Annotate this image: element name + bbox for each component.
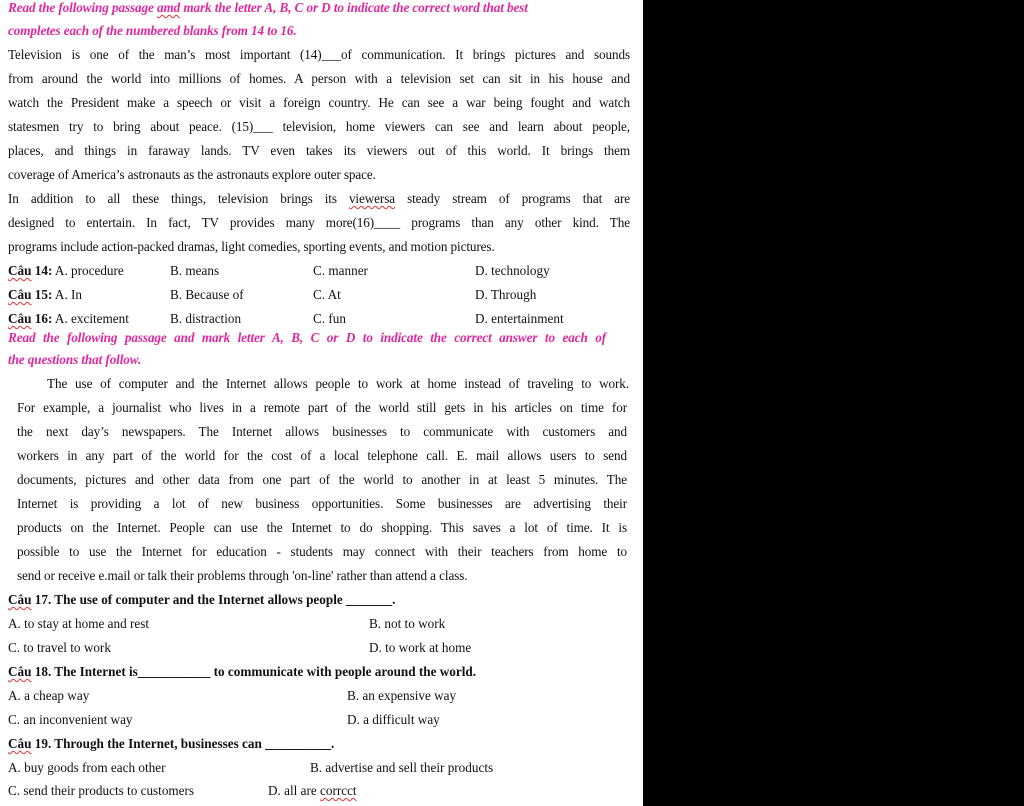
option-d[interactable]: D. technology [475,263,550,278]
instruction-text: Read the following passage [8,0,157,15]
section2-instruction-line2: the questions that follow. [8,352,142,367]
cau-label: Câu [8,736,32,751]
option-d[interactable]: D. to work at home [369,640,472,655]
cau-label: Câu [8,592,32,607]
option-d[interactable]: D. Through [475,287,537,302]
stem-text: 17. The use of computer and the Internet allows people _______. [31,592,396,607]
passage-line: from around the world into millions of homes. A person with a television set can sit in his house and [8,71,630,86]
section2-instruction: Read the following passage and mark letter A, B, C or D to indicate the correct answer to each of [8,330,606,345]
option-b[interactable]: B. not to work [369,616,446,631]
option-b[interactable]: B. means [170,263,220,278]
option-d[interactable] [268,783,357,799]
option-a[interactable]: A. excitement [54,311,129,326]
option-d[interactable]: D. a difficult way [347,712,440,727]
question-stem [8,664,476,680]
passage-line: the next day’s newspapers. The Internet allows businesses to communicate with customers and [17,424,627,439]
misspelled-word: amd [156,0,181,15]
passage-text: In addition to all these things, television brings its [8,191,349,206]
stem-text: 19. Through the Internet, businesses can __________. [31,736,335,751]
option-c[interactable]: C. fun [313,311,346,326]
section1-instruction-line2: completes each of the numbered blanks from 14 to 16. [8,23,297,38]
option-d-text: D. all are [268,783,320,798]
option-a[interactable]: A. In [54,287,83,302]
option-c[interactable]: C. manner [313,263,368,278]
option-b[interactable]: B. distraction [170,311,242,326]
option-b[interactable]: B. an expensive way [347,688,457,703]
passage-line: possible to use the Internet for education - students may connect with their teachers from home to [17,544,627,559]
passage-line: documents, pictures and other data from one part of the world to another in at least 5 minutes. The [17,472,627,487]
option-c[interactable]: C. send their products to customers [8,783,195,798]
option-c[interactable]: C. to travel to work [8,640,111,655]
option-a[interactable]: A. to stay at home and rest [8,616,149,631]
question-number: 15: [31,287,53,302]
question-number: 14: [31,263,53,278]
passage-line: watch the President make a speech or visit a foreign country. He can see a war being fought and watch [8,95,630,110]
question-label [8,263,124,279]
passage-line [8,191,630,207]
cau-label: Câu [8,664,32,679]
question-stem [8,592,395,608]
passage-text: steady stream of programs that are [395,191,630,206]
option-d[interactable]: D. entertainment [475,311,564,326]
stem-text: 18. The Internet is___________ to communicate with people around the world. [31,664,477,679]
cau-label: Câu [8,311,32,326]
cau-label: Câu [8,287,32,302]
option-b[interactable]: B. Because of [170,287,244,302]
question-label [8,287,82,303]
passage-line: Internet is providing a lot of new business opportunities. Some businesses are advertising their [17,496,627,511]
section1-instruction [8,0,528,16]
passage-line: statesmen try to bring about peace. (15)___ television, home viewers can see and learn about people, [8,119,630,134]
option-a[interactable]: A. a cheap way [8,688,90,703]
passage-line: places, and things in faraway lands. TV even takes its viewers out of this world. It brings them [8,143,630,158]
passage-line: The use of computer and the Internet allows people to work at home instead of traveling to work. [47,376,629,391]
option-a[interactable]: A. procedure [54,263,124,278]
cau-label: Câu [8,263,32,278]
question-number: 16: [31,311,53,326]
misspelled-word: viewersa [348,191,396,206]
option-c[interactable]: C. At [313,287,341,302]
question-stem [8,736,334,752]
passage-line: Television is one of the man’s most important (14)___of communication. It brings pictures and sounds [8,47,630,62]
passage-line: designed to entertain. In fact, TV provides many more(16)____ programs than any other kind. The [8,215,630,230]
passage-line: products on the Internet. People can use the Internet to do shopping. This saves a lot of time. It is [17,520,627,535]
option-c[interactable]: C. an inconvenient way [8,712,133,727]
passage-line: For example, a journalist who lives in a remote part of the world still gets in his articles on time for [17,400,627,415]
passage-line: send or receive e.mail or talk their problems through 'on-line' rather than attend a class. [17,568,468,583]
passage-line: programs include action-packed dramas, light comedies, sporting events, and motion pictures. [8,239,495,254]
instruction-text: mark the letter A, B, C or D to indicate the correct word that best [180,0,528,15]
option-a[interactable]: A. buy goods from each other [8,760,166,775]
question-label [8,311,129,327]
misspelled-word: corrcct [320,783,357,798]
passage-line: coverage of America’s astronauts as the astronauts explore outer space. [8,167,376,182]
passage-line: workers in any part of the world for the cost of a local telephone call. E. mail allows users to send [17,448,627,463]
option-b[interactable]: B. advertise and sell their products [310,760,494,775]
